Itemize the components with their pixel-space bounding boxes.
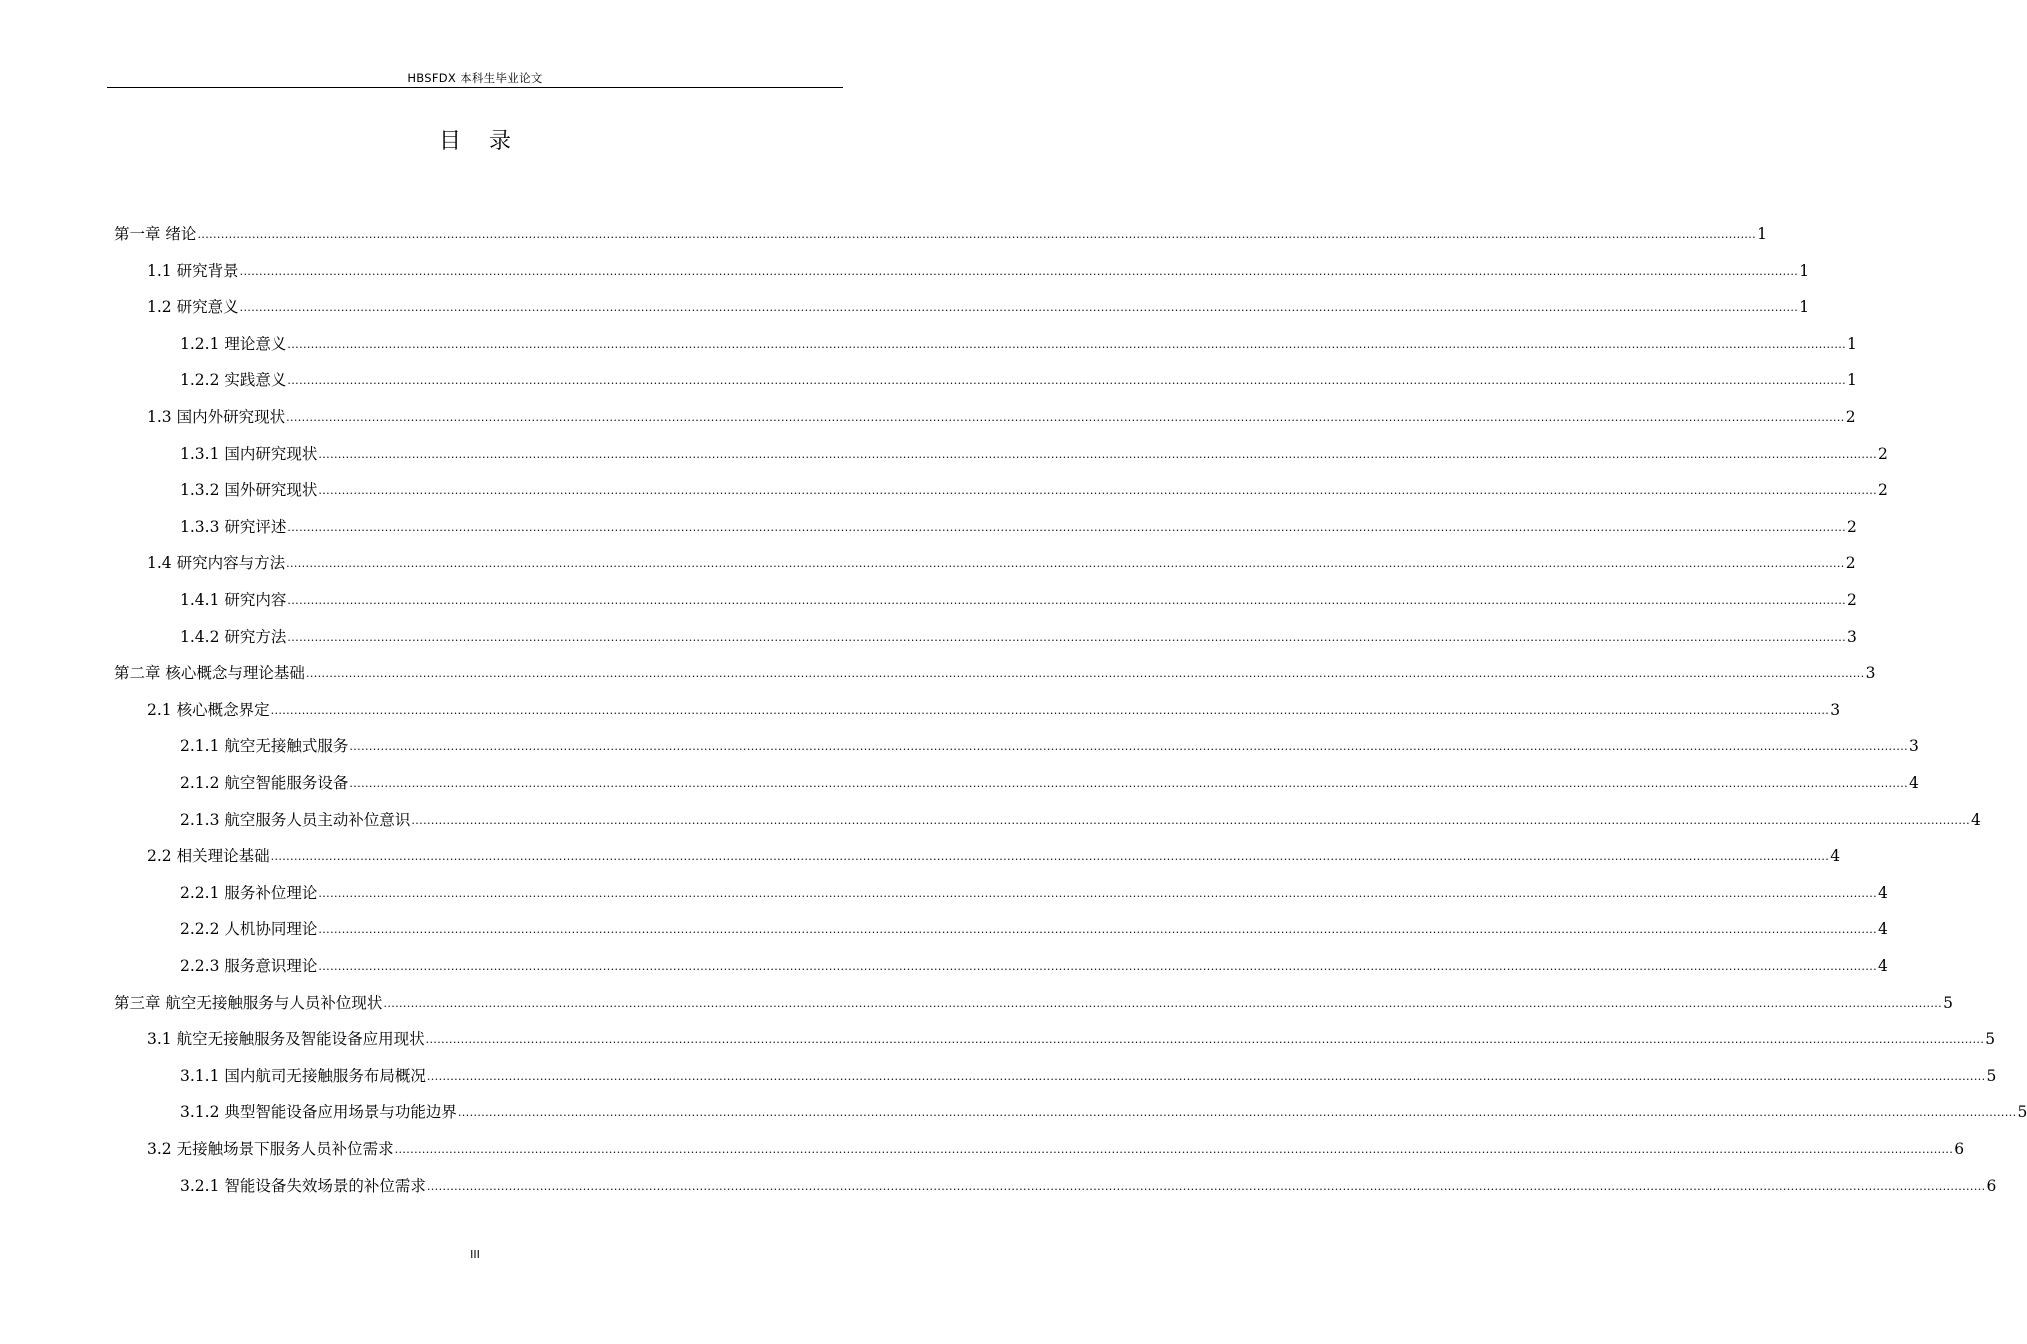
toc-entry-page: 1: [1847, 334, 1857, 353]
toc-leader-dots: ................................................................................................................................................................................................................................................................................................................................................................................................................: [318, 886, 1878, 900]
toc-entry-label: 2.2.1 服务补位理论: [180, 883, 318, 902]
toc-entry-label: 1.4.1 研究内容: [180, 591, 287, 609]
toc-entry[interactable]: [147, 1137, 1965, 1161]
toc-entry-page: 4: [1878, 957, 1888, 975]
toc-entry-page: 4: [1909, 774, 1919, 792]
toc-title: 目录: [438, 129, 539, 154]
toc-entry-label: 第一章 绪论: [114, 225, 197, 243]
toc-entry-label: 2.1 核心概念界定: [147, 700, 270, 719]
toc-entry[interactable]: [180, 442, 1888, 466]
toc-entry-page: 5: [1985, 1030, 1996, 1049]
page-number: III: [470, 1248, 480, 1261]
toc-entry[interactable]: [114, 991, 1953, 1015]
toc-entry-page: 6: [1986, 1176, 1997, 1195]
toc-entry-page: 2: [1847, 591, 1857, 609]
toc-entry-page: 1: [1799, 298, 1810, 317]
toc-leader-dots: ................................................................................................................................................................................................................................................................................................................................................................................................................: [394, 1143, 1954, 1156]
toc-leader-dots: ................................................................................................................................................................................................................................................................................................................................................................................................................: [426, 1179, 1986, 1193]
toc-leader-dots: ................................................................................................................................................................................................................................................................................................................................................................................................................: [286, 557, 1845, 571]
toc-entry-page: 3: [1830, 700, 1841, 719]
toc-entry-label: 1.3.1 国内研究现状: [180, 444, 318, 463]
toc-leader-dots: ................................................................................................................................................................................................................................................................................................................................................................................................................: [318, 484, 1878, 498]
toc-entry-label: 1.4 研究内容与方法: [147, 554, 286, 573]
toc-entry-page: 4: [1971, 810, 1981, 829]
toc-entry[interactable]: [180, 1100, 2027, 1124]
toc-entry-page: 1: [1799, 261, 1810, 280]
toc-entry[interactable]: [114, 661, 1876, 685]
toc-entry[interactable]: [147, 1027, 1996, 1051]
toc-entry[interactable]: [114, 222, 1767, 246]
toc-entry-page: 4: [1878, 883, 1888, 902]
toc-entry[interactable]: [147, 295, 1810, 319]
toc-entry-label: 1.2 研究意义: [147, 298, 239, 317]
toc-entry-label: 2.1.2 航空智能服务设备: [180, 774, 349, 792]
toc-entry-page: 2: [1878, 481, 1888, 500]
toc-leader-dots: ................................................................................................................................................................................................................................................................................................................................................................................................................: [349, 740, 1909, 754]
toc-entry[interactable]: [180, 917, 1888, 941]
toc-entry[interactable]: [180, 771, 1919, 795]
toc-entry-label: 2.2 相关理论基础: [147, 847, 270, 866]
toc-entry[interactable]: [147, 405, 1856, 429]
toc-leader-dots: ................................................................................................................................................................................................................................................................................................................................................................................................................: [270, 703, 1830, 717]
toc-entry-label: 1.2.1 理论意义: [180, 334, 287, 353]
toc-entry-page: 3: [1847, 627, 1857, 646]
toc-entry-label: 2.1.3 航空服务人员主动补位意识: [180, 810, 411, 829]
toc-leader-dots: ................................................................................................................................................................................................................................................................................................................................................................................................................: [270, 850, 1830, 864]
toc-leader-dots: ................................................................................................................................................................................................................................................................................................................................................................................................................: [239, 301, 1799, 315]
toc-entry[interactable]: [180, 625, 1857, 649]
toc-leader-dots: ................................................................................................................................................................................................................................................................................................................................................................................................................: [349, 777, 1909, 790]
toc-leader-dots: ................................................................................................................................................................................................................................................................................................................................................................................................................: [197, 228, 1757, 241]
header-rule: [107, 87, 843, 88]
toc-entry-page: 4: [1878, 920, 1888, 939]
toc-entry[interactable]: [147, 698, 1841, 722]
toc-entry[interactable]: [180, 332, 1857, 356]
toc-entry-label: 1.3.2 国外研究现状: [180, 481, 318, 500]
toc-entry[interactable]: [180, 515, 1857, 539]
toc-entry-page: 5: [1986, 1066, 1997, 1085]
toc-entry[interactable]: [147, 844, 1841, 868]
toc-entry-page: 3: [1865, 664, 1876, 683]
toc-entry-label: 1.2.2 实践意义: [180, 371, 287, 390]
toc-entry-label: 1.1 研究背景: [147, 261, 239, 280]
toc-leader-dots: ................................................................................................................................................................................................................................................................................................................................................................................................................: [287, 374, 1847, 388]
toc-entry-page: 2: [1847, 517, 1857, 536]
toc-leader-dots: ................................................................................................................................................................................................................................................................................................................................................................................................................: [239, 264, 1799, 278]
toc-entry[interactable]: [180, 954, 1888, 978]
toc-entry-label: 1.3 国内外研究现状: [147, 408, 286, 426]
toc-entry[interactable]: [180, 1174, 1997, 1198]
toc-entry-label: 3.1 航空无接触服务及智能设备应用现状: [147, 1030, 425, 1049]
toc-entry[interactable]: [180, 734, 1919, 758]
toc-entry-page: 6: [1954, 1140, 1965, 1158]
toc-leader-dots: ................................................................................................................................................................................................................................................................................................................................................................................................................: [305, 667, 1865, 681]
toc-entry-label: 1.4.2 研究方法: [180, 627, 287, 646]
running-header: HBSFDX 本科生毕业论文: [407, 71, 543, 85]
toc-leader-dots: ................................................................................................................................................................................................................................................................................................................................................................................................................: [411, 813, 1971, 827]
toc-leader-dots: ................................................................................................................................................................................................................................................................................................................................................................................................................: [286, 411, 1845, 424]
toc-entry-page: 1: [1757, 225, 1767, 243]
toc-entry-page: 1: [1847, 371, 1857, 390]
toc-entry[interactable]: [147, 551, 1856, 575]
toc-leader-dots: ................................................................................................................................................................................................................................................................................................................................................................................................................: [287, 337, 1847, 351]
toc-entry[interactable]: [147, 259, 1810, 283]
toc-entry[interactable]: [180, 1064, 1997, 1088]
toc-leader-dots: ................................................................................................................................................................................................................................................................................................................................................................................................................: [287, 520, 1847, 534]
toc-entry[interactable]: [180, 588, 1857, 612]
toc-entry-page: 2: [1878, 444, 1888, 463]
toc-leader-dots: ................................................................................................................................................................................................................................................................................................................................................................................................................: [383, 996, 1943, 1010]
toc-entry[interactable]: [180, 808, 1981, 832]
toc-entry-label: 3.2 无接触场景下服务人员补位需求: [147, 1140, 394, 1158]
toc-leader-dots: ................................................................................................................................................................................................................................................................................................................................................................................................................: [457, 1106, 2017, 1120]
toc-entry-page: 5: [1943, 993, 1953, 1012]
toc-leader-dots: ................................................................................................................................................................................................................................................................................................................................................................................................................: [318, 960, 1878, 973]
toc-entry[interactable]: [180, 478, 1888, 502]
toc-entry-page: 3: [1909, 737, 1919, 756]
toc-entry-label: 3.1.1 国内航司无接触服务布局概况: [180, 1066, 426, 1085]
toc-leader-dots: ................................................................................................................................................................................................................................................................................................................................................................................................................: [426, 1069, 1986, 1083]
toc-entry-label: 第二章 核心概念与理论基础: [114, 664, 305, 683]
toc-entry-label: 第三章 航空无接触服务与人员补位现状: [114, 993, 383, 1012]
toc-entry-label: 3.2.1 智能设备失效场景的补位需求: [180, 1176, 426, 1195]
toc-entry-page: 4: [1830, 847, 1841, 866]
toc-entry-page: 2: [1845, 408, 1856, 426]
toc-leader-dots: ................................................................................................................................................................................................................................................................................................................................................................................................................: [318, 923, 1878, 937]
toc-entry-label: 2.2.3 服务意识理论: [180, 957, 318, 975]
toc-leader-dots: ................................................................................................................................................................................................................................................................................................................................................................................................................: [287, 630, 1847, 644]
toc-entry[interactable]: [180, 368, 1857, 392]
toc-entry-label: 2.1.1 航空无接触式服务: [180, 737, 349, 756]
toc-leader-dots: ................................................................................................................................................................................................................................................................................................................................................................................................................: [287, 594, 1847, 607]
toc-entry-label: 1.3.3 研究评述: [180, 517, 287, 536]
toc-entry-label: 2.2.2 人机协同理论: [180, 920, 318, 939]
toc-entry[interactable]: [180, 881, 1888, 905]
toc-entry-page: 2: [1845, 554, 1856, 573]
toc-leader-dots: ................................................................................................................................................................................................................................................................................................................................................................................................................: [318, 447, 1878, 461]
toc-leader-dots: ................................................................................................................................................................................................................................................................................................................................................................................................................: [425, 1033, 1985, 1047]
toc-entry-label: 3.1.2 典型智能设备应用场景与功能边界: [180, 1103, 457, 1122]
toc-entry-page: 5: [2017, 1103, 2027, 1122]
